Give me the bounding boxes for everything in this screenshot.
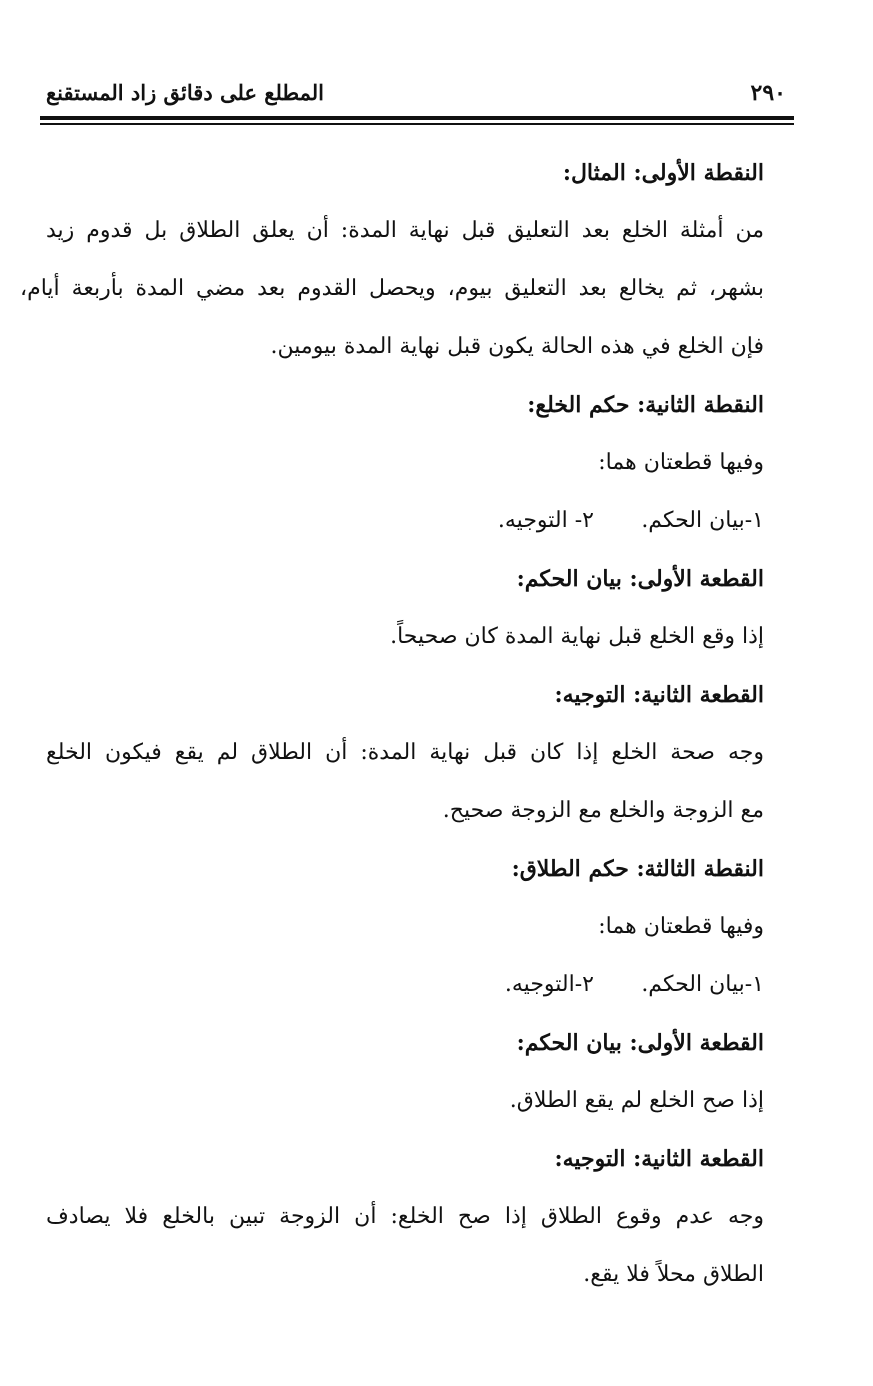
subsection-heading: القطعة الأولى: بيان الحكم: [516,1030,764,1056]
paragraph-line: إذا وقع الخلع قبل نهاية المدة كان صحيحاً. [390,624,764,649]
paragraph-line: إذا صح الخلع لم يقع الطلاق. [509,1088,764,1113]
paragraph-line: وفيها قطعتان هما: [598,450,764,475]
list-item: ١-بيان الحكم. [641,508,764,533]
paragraph-line: وجه صحة الخلع إذا كان قبل نهاية المدة: أن الطلاق لم يقع فيكون الخلع [46,740,764,765]
section-heading: النقطة الأولى: المثال: [562,160,764,186]
header-rule-thin [40,123,794,125]
list-item: ٢- التوجيه. [497,508,594,533]
paragraph-line: وفيها قطعتان هما: [598,914,764,939]
running-header [40,80,794,114]
page-number: ٢٩٠ [750,80,786,106]
paragraph-line: من أمثلة الخلع بعد التعليق قبل نهاية المدة: أن يعلق الطلاق بل قدوم زيد [46,218,764,243]
section-heading: النقطة الثانية: حكم الخلع: [527,392,764,418]
book-title: المطلع على دقائق زاد المستقنع [46,80,325,105]
subsection-heading: القطعة الثانية: التوجيه: [554,682,764,708]
list-item: ١-بيان الحكم. [641,972,764,997]
header-rule-thick [40,116,794,120]
list-row [46,962,764,1020]
list-item: ٢-التوجيه. [504,972,594,997]
paragraph-line: الطلاق محلاً فلا يقع. [583,1262,764,1287]
paragraph-line: وجه عدم وقوع الطلاق إذا صح الخلع: أن الزوجة تبين بالخلع فلا يصادف [46,1204,764,1229]
section-heading: النقطة الثالثة: حكم الطلاق: [511,856,764,882]
subsection-heading: القطعة الثانية: التوجيه: [554,1146,764,1172]
page-body [20,150,764,1310]
subsection-heading: القطعة الأولى: بيان الحكم: [516,566,764,592]
paragraph-line: مع الزوجة والخلع مع الزوجة صحيح. [442,798,764,823]
list-row [46,498,764,556]
paragraph-line: بشهر، ثم يخالع بعد التعليق بيوم، ويحصل القدوم بعد مضي المدة بأربعة أيام، [20,276,764,301]
paragraph-line: فإن الخلع في هذه الحالة يكون قبل نهاية المدة بيومين. [270,334,764,359]
